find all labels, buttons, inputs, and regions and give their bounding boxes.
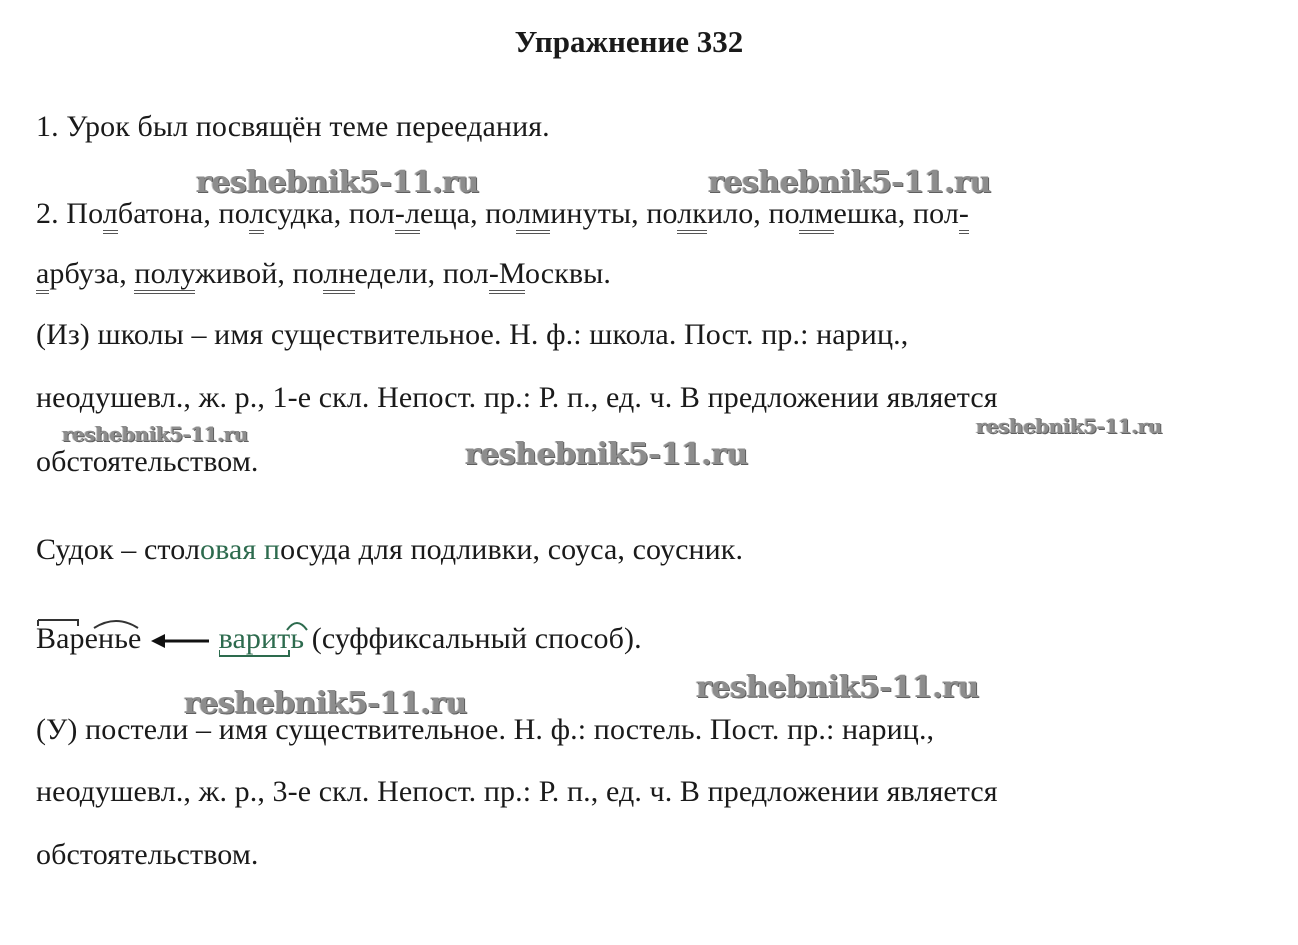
text-fragment: 2. По [36,197,103,230]
underlined-letter: полу [134,257,195,294]
underlined-letter: лн [323,257,354,294]
underlined-letter: -М [489,257,525,294]
watermark: reshebnik5-11.ru [465,437,748,472]
text-fragment: инуты, по [550,197,678,230]
underlined-letter: лм [516,197,550,234]
watermark: reshebnik5-11.ru [696,670,979,705]
text-line-6: обстоятельством. [36,445,259,478]
text-fragment: батона, по [117,197,250,230]
highlighted-fragment: овая п [200,533,281,566]
watermark: reshebnik5-11.ru [62,422,248,446]
watermark: reshebnik5-11.ru [196,165,479,200]
underlined-letter: л [103,197,118,234]
text-line-10: неодушевл., ж. р., 3-е скл. Непост. пр.: Р. п., ед. ч. В предложении является [36,775,998,808]
text-line-5: неодушевл., ж. р., 1-е скл. Непост. пр.: Р. п., ед. ч. В предложении является [36,381,998,414]
text-fragment: осуда для подливки, соуса, соусник. [280,533,744,566]
morpheme-word-varenye [36,622,141,656]
text-fragment: Судок – стол [36,533,201,566]
morpheme-word-varit [219,622,305,656]
text-line-3 [36,257,611,291]
underlined-letter: - [959,197,969,234]
underlined-letter: лк [677,197,707,234]
text-fragment: ило, по [706,197,800,230]
text-line-9: (У) постели – имя существительное. Н. ф.: постель. Пост. пр.: нариц., [36,713,935,746]
word-varit: варить [218,622,305,655]
watermark: reshebnik5-11.ru [184,686,467,721]
text-line-11: обстоятельством. [36,838,259,871]
text-fragment: еща, по [420,197,517,230]
text-line-7 [36,533,743,567]
text-fragment: живой, по [195,257,324,290]
word-varenye: Варенье [36,622,142,655]
text-fragment: (суффиксальный способ). [304,622,642,655]
text-line-2 [36,197,969,231]
text-fragment: рбуза, [49,257,135,290]
text-line-1: 1. Урок был посвящён теме переедания. [36,110,550,143]
arrow-left-icon [149,629,211,653]
page-title: Упражнение 332 [514,24,744,59]
text-fragment: осквы. [524,257,611,290]
watermark: reshebnik5-11.ru [976,414,1162,438]
watermark: reshebnik5-11.ru [708,165,991,200]
text-fragment: едели, пол [354,257,489,290]
text-line-8 [36,622,642,656]
underlined-letter: а [36,257,49,294]
underlined-letter: -л [395,197,420,234]
text-fragment: судка, пол [264,197,395,230]
underlined-letter: лм [799,197,833,234]
underlined-letter: л [249,197,264,234]
text-fragment: ешка, пол [833,197,959,230]
text-line-4: (Из) школы – имя существительное. Н. ф.: школа. Пост. пр.: нариц., [36,318,909,351]
